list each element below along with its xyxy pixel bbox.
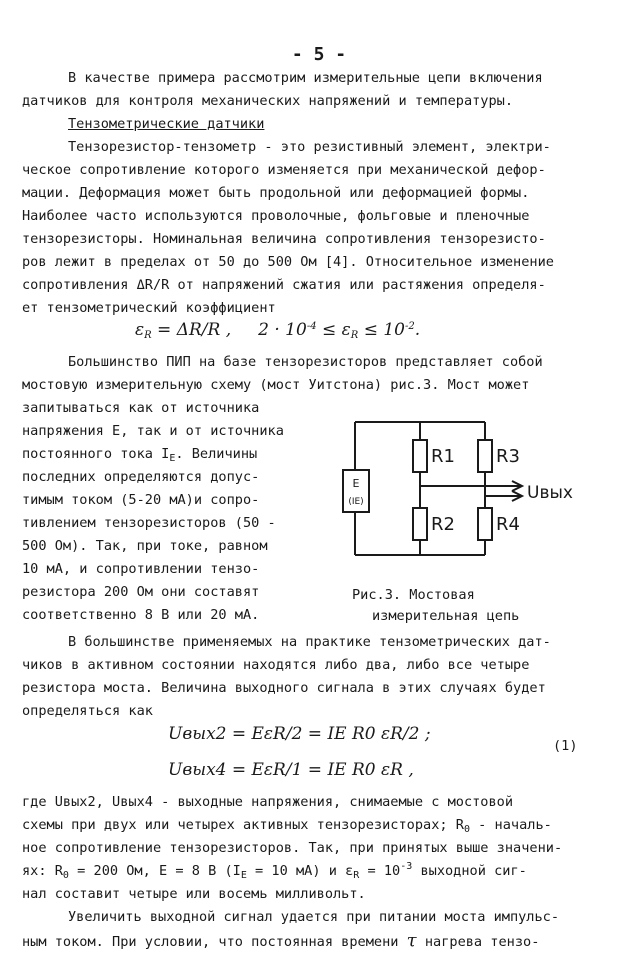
bridge-circuit-diagram	[335, 400, 595, 580]
paragraph2-line: резистора 200 Ом они составят	[22, 584, 260, 600]
paragraph1-line: мации. Деформация может быть продольной или деформацией формы.	[22, 185, 530, 201]
paragraph1-line: ческое сопротивление которого изменяется при механической дефор-	[22, 162, 546, 178]
resistor-r4	[478, 508, 492, 540]
figure-caption-line2: измерительная цепь	[372, 608, 520, 624]
formula-output-two: Uвых2 = EεR/2 = IE R0 εR/2 ;	[168, 724, 431, 744]
paragraph1-line: тензорезисторы. Номинальная величина сопротивления тензорезисто-	[22, 231, 546, 247]
paragraph4-line: ное сопротивление тензорезисторов. Так, при принятых выше значени-	[22, 840, 563, 856]
resistor-r1	[413, 440, 427, 472]
paragraph2-line: соответственно 8 В или 20 мА.	[22, 607, 260, 623]
paragraph3-line: резистора моста. Величина выходного сигнала в этих случаях будет	[22, 680, 546, 696]
source-label-current: (IE)	[348, 497, 364, 507]
r3-label: R3	[496, 446, 520, 467]
r1-label: R1	[431, 446, 455, 467]
paragraph4-line: где Uвых2, Uвых4 - выходные напряжения, снимаемые с мостовой	[22, 794, 514, 810]
paragraph2-line: последних определяются допус-	[22, 469, 260, 485]
source-label: E	[352, 477, 360, 490]
paragraph3-line: определяться как	[22, 703, 153, 719]
resistor-r3	[478, 440, 492, 472]
r2-label: R2	[431, 514, 455, 535]
figure-caption-line1: Рис.3. Мостовая	[352, 587, 475, 603]
intro-line-1: В качестве примера рассмотрим измерительные цепи включения	[68, 70, 543, 86]
paragraph5-line: ным током. При условии, что постоянная времени τ нагрева тензо-	[22, 930, 540, 951]
paragraph2-line: тивлением тензорезисторов (50 -	[22, 515, 276, 531]
paragraph5-line: Увеличить выходной сигнал удается при питании моста импульс-	[68, 909, 560, 925]
formula-gauge-factor: $\varepsilon_R = \Delta R/R$ , $2 \cdot 10^{-4} \le \varepsilon_R \le 10^{-2}$.	[135, 320, 421, 341]
paragraph2-line: 500 Ом). Так, при токе, равном	[22, 538, 268, 554]
paragraph4-line: схемы при двух или четырех активных тензорезисторах; $R_0$ - началь-	[22, 817, 552, 835]
page-number: - 5 -	[291, 44, 347, 65]
paragraph2-line: запитываться как от источника	[22, 400, 260, 416]
paragraph1-line: Наиболее часто используются проволочные, фольговые и пленочные	[22, 208, 530, 224]
paragraph2-line: постоянного тока $I_E$. Величины	[22, 446, 258, 464]
paragraph4-line: нал составит четыре или восемь милливольт.	[22, 886, 366, 902]
paragraph1-line: ет тензометрический коэффициент	[22, 300, 276, 316]
r4-label: R4	[496, 514, 520, 535]
section-heading: Тензометрические датчики	[68, 116, 265, 132]
equation-number: (1)	[553, 738, 578, 754]
paragraph3-line: чиков в активном состоянии находятся либо два, либо все четыре	[22, 657, 530, 673]
paragraph2-line: напряжения E, так и от источника	[22, 423, 284, 439]
paragraph1-line: ров лежит в пределах от 50 до 500 Ом [4]. Относительное изменение	[22, 254, 554, 270]
formula-output-four: Uвых4 = EεR/1 = IE R0 εR ,	[168, 760, 414, 780]
paragraph2-line: 10 мА, и сопротивлении тензо-	[22, 561, 260, 577]
paragraph3-line: В большинстве применяемых на практике тензометрических дат-	[68, 634, 551, 650]
resistor-r2	[413, 508, 427, 540]
paragraph2-line: мостовую измерительную схему (мост Уитстона) рис.3. Мост может	[22, 377, 530, 393]
paragraph2-line: тимым током (5-20 мА)и сопро-	[22, 492, 260, 508]
output-voltage-label: Uвых	[527, 483, 573, 503]
paragraph2-line: Большинство ПИП на базе тензорезисторов представляет собой	[68, 354, 543, 370]
intro-line-2: датчиков для контроля механических напряжений и температуры.	[22, 93, 514, 109]
paragraph4-line: ях: $R_0 = 200$ Ом, E = 8 В ($I_E = 10$ мА) и $\varepsilon_R = 10^{-3}$ выходной сиг-	[22, 861, 527, 881]
paragraph1-line: сопротивления ΔR/R от напряжений сжатия или растяжения определя-	[22, 277, 546, 293]
paragraph1-line: Тензорезистор-тензометр - это резистивный элемент, электри-	[68, 139, 551, 155]
